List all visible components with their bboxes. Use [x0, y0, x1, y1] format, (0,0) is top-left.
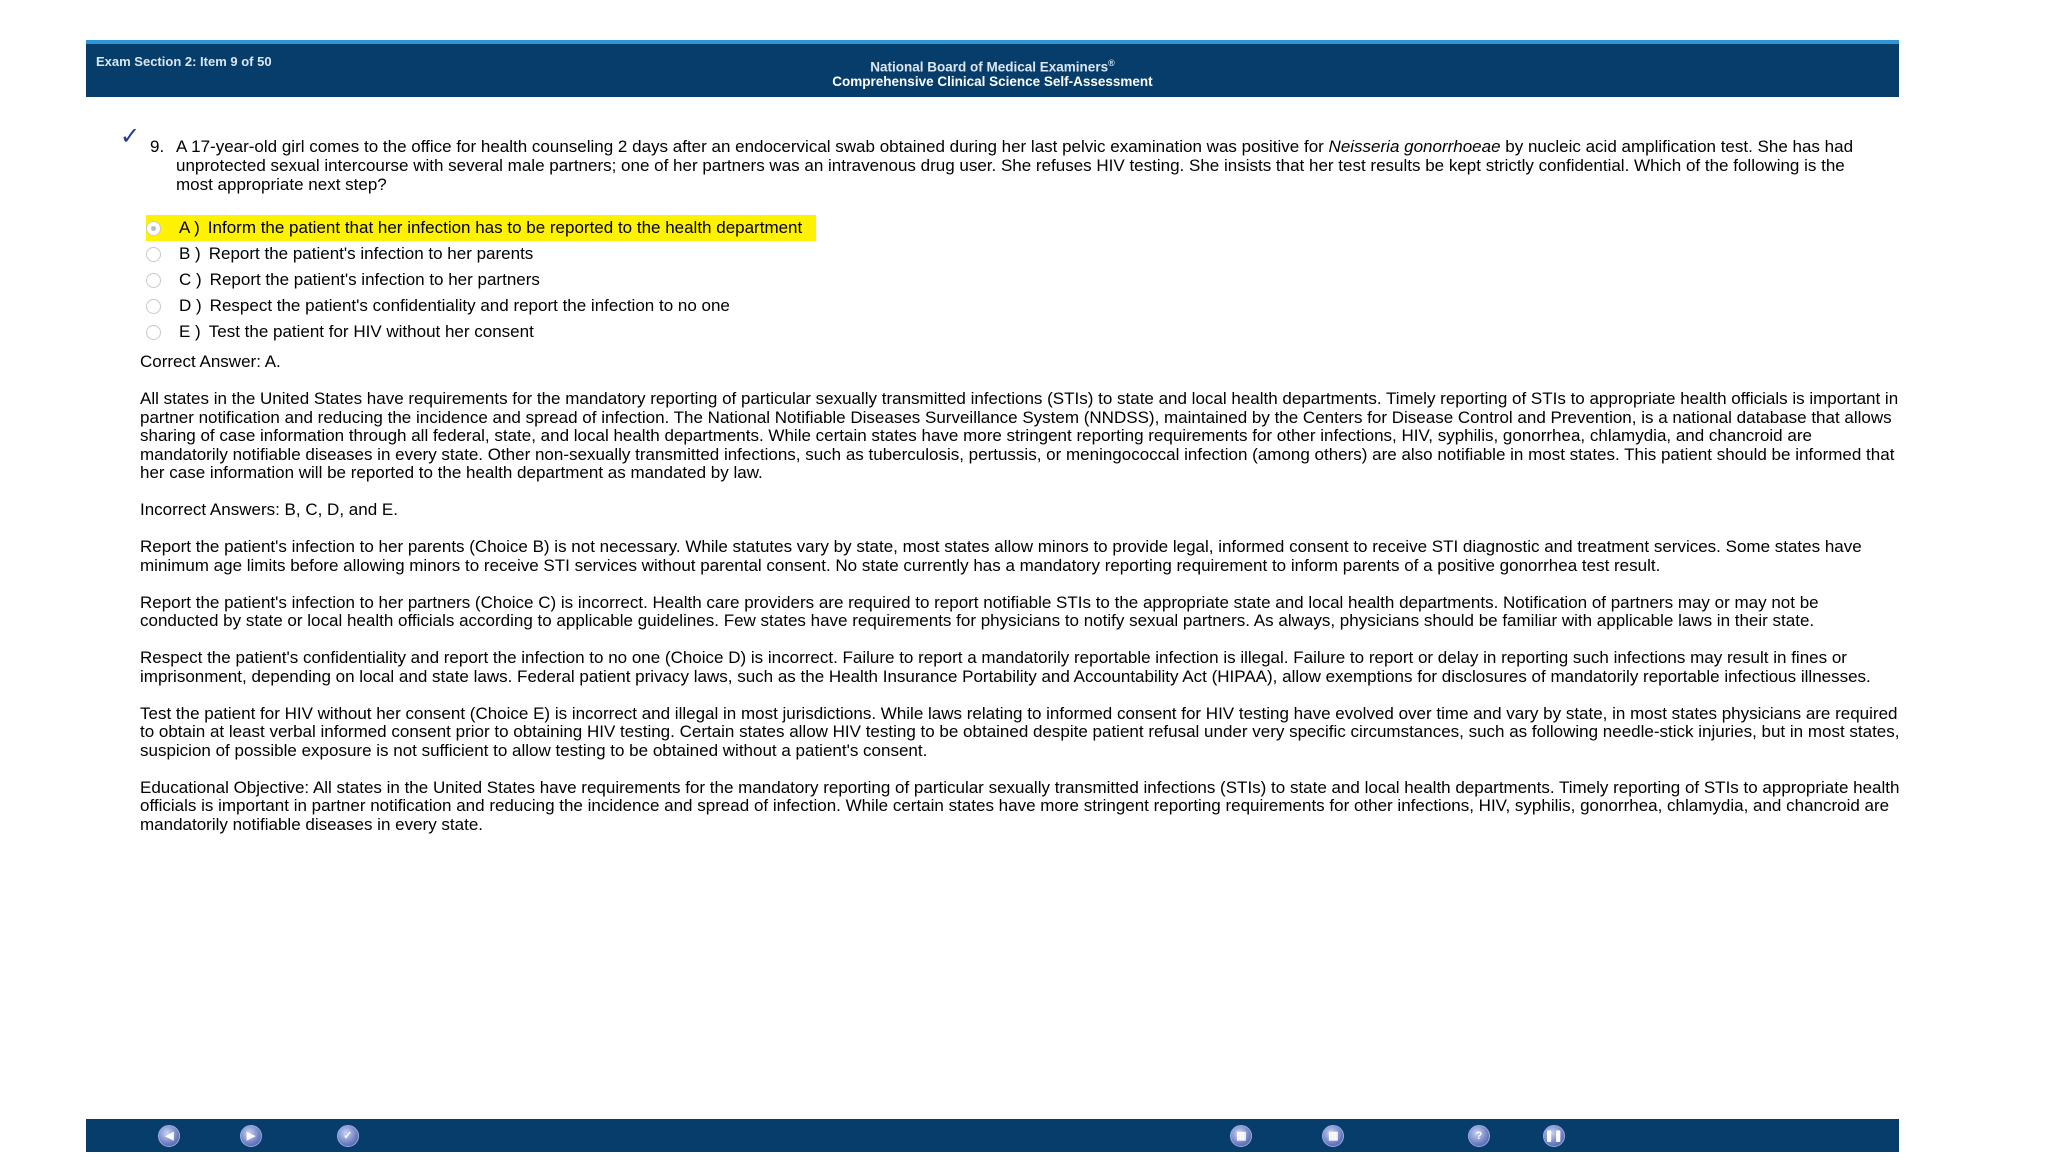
- calculator-icon: ▦: [1322, 1125, 1344, 1147]
- exam-header: [86, 40, 1899, 97]
- pause-label: Pause: [1536, 1150, 1572, 1164]
- lab-values-label: Lab Values: [1210, 1150, 1273, 1164]
- previous-label: Previous: [144, 1150, 195, 1164]
- option-b[interactable]: [146, 241, 816, 267]
- calculator-label: Calculator: [1304, 1150, 1363, 1164]
- lab-values-icon: ▦: [1230, 1125, 1252, 1147]
- assessment-name: Comprehensive Clinical Science Self-Assessment: [832, 73, 1153, 89]
- incorrect-answers: Incorrect Answers: B, C, D, and E.: [140, 500, 398, 519]
- radio-c-icon[interactable]: [146, 273, 161, 288]
- pause-button[interactable]: [1536, 1125, 1571, 1164]
- exam-toolbar: [86, 1119, 1899, 1164]
- organism-name: Neisseria gonorrhoeae: [1328, 137, 1501, 156]
- explanation-choice-e: Test the patient for HIV without her consent (Choice E) is incorrect and illegal in most jurisdictions. While laws relating to informed consent for HIV testing have evolved over time and vary by state, in most states physicians are required to obtain at least verbal informed consent prior to obtaining HIV testing. Certain states allow HIV testing to be obtained despite patient refusal under very specific circumstances, such as following needle-stick injuries, but in most states, suspicion of possible exposure is not sufficient to allow testing to be obtained without a patient's consent.: [140, 703, 1900, 760]
- answer-explanation: [140, 353, 1900, 853]
- help-button[interactable]: [1466, 1125, 1492, 1164]
- answered-check-icon: ✓: [120, 123, 141, 150]
- registered-mark: ®: [1108, 58, 1115, 68]
- next-button[interactable]: [238, 1125, 264, 1164]
- question-stem: [176, 137, 1876, 194]
- exam-title: [86, 56, 1899, 89]
- score-report-button[interactable]: [310, 1125, 385, 1164]
- checkmark-icon: ✓: [337, 1125, 359, 1147]
- stem-text-part2: by nucleic acid amplification test. She has had unprotected sexual intercourse with several male partners; one of her partners was an intravenous drug user. She refuses HIV testing. She insists that her test results be kept strictly confidential. Which of the following is the most appropriate next step?: [176, 137, 1854, 194]
- board-name: National Board of Medical Examiners: [870, 59, 1109, 75]
- answer-options: [146, 215, 816, 345]
- calculator-button[interactable]: [1304, 1125, 1363, 1164]
- help-label: Help: [1466, 1150, 1493, 1164]
- radio-b-icon[interactable]: [146, 247, 161, 262]
- option-text: Report the patient's infection to her parents: [208, 244, 534, 263]
- option-text: Test the patient for HIV without her consent: [208, 322, 534, 341]
- explanation-paragraph: All states in the United States have requirements for the mandatory reporting of particular sexually transmitted infections (STIs) to state and local health departments. Timely reporting of STIs to appropriate health officials is important in partner notification and reducing the incidence and spread of infection. The National Notifiable Diseases Surveillance System (NNDSS), maintained by the Centers for Disease Control and Prevention, is a national database that allows sharing of case information through all federal, state, and local health departments. While certain states have more stringent reporting requirements for other infections, HIV, syphilis, gonorrhea, chlamydia, and chancroid are mandatorily notifiable diseases in every state. Other non-sexually transmitted infections, such as tuberculosis, pertussis, or meningococcal infection (among others) are also notifiable in most states. This patient should be informed that her case information will be reported to the health department as mandated by law.: [140, 389, 1899, 482]
- option-letter: B ): [179, 244, 201, 263]
- pause-icon: ❚❚: [1543, 1125, 1565, 1147]
- explanation-choice-b: Report the patient's infection to her parents (Choice B) is not necessary. While statutes vary by state, most states allow minors to provide legal, informed consent to receive STI diagnostic and treatment services. Some states have minimum age limits before allowing minors to receive STI services without parental consent. No state currently has a mandatory reporting requirement to inform parents of a positive gonorrhea test result.: [140, 537, 1862, 575]
- radio-d-icon[interactable]: [146, 299, 161, 314]
- option-d[interactable]: [146, 293, 816, 319]
- option-letter: E ): [179, 322, 201, 341]
- option-letter: D ): [179, 296, 202, 315]
- radio-e-icon[interactable]: [146, 325, 161, 340]
- correct-answer: Correct Answer: A.: [140, 352, 281, 371]
- explanation-choice-c: Report the patient's infection to her partners (Choice C) is incorrect. Health care providers are required to report notifiable STIs to the appropriate state and local health departments. Notification of partners may or may not be conducted by state or local health officials according to applicable guidelines. Few states have requirements for physicians to notify sexual partners. As always, physicians should be familiar with applicable laws in their state.: [140, 592, 1819, 630]
- next-label: Next: [238, 1150, 265, 1164]
- option-text: Report the patient's infection to her partners: [209, 270, 540, 289]
- question-number: 9.: [150, 137, 165, 156]
- option-a[interactable]: [146, 215, 816, 241]
- score-report-label: Score Report: [310, 1150, 386, 1164]
- previous-arrow-icon: ◀: [158, 1125, 180, 1147]
- option-c[interactable]: [146, 267, 816, 293]
- option-letter: A ): [179, 218, 200, 237]
- radio-a-icon[interactable]: [146, 221, 161, 236]
- option-letter: C ): [179, 270, 202, 289]
- stem-text-part1: A 17-year-old girl comes to the office for health counseling 2 days after an endocervical swab obtained during her last pelvic examination was positive for: [176, 137, 1329, 156]
- educational-objective: Educational Objective: All states in the United States have requirements for the mandatory reporting of particular sexually transmitted infections (STIs) to state and local health departments. Timely reporting of STIs to appropriate health officials is important in partner notification and reducing the incidence and spread of infection. While certain states have more stringent reporting requirements for other infections, HIV, syphilis, gonorrhea, chlamydia, and chancroid are mandatorily notifiable diseases in every state.: [140, 777, 1900, 834]
- option-e[interactable]: [146, 319, 816, 345]
- next-arrow-icon: ▶: [240, 1125, 262, 1147]
- item-counter: Exam Section 2: Item 9 of 50: [96, 54, 272, 69]
- lab-values-button[interactable]: [1210, 1125, 1273, 1164]
- option-text: Inform the patient that her infection has to be reported to the health department: [207, 218, 803, 237]
- explanation-choice-d: Respect the patient's confidentiality and report the infection to no one (Choice D) is incorrect. Failure to report a mandatorily reportable infection is illegal. Failure to report or delay in reporting such infections may result in fines or imprisonment, depending on local and state laws. Federal patient privacy laws, such as the Health Insurance Portability and Accountability Act (HIPAA), allow exemptions for disclosures of mandatorily reportable infectious illnesses.: [140, 648, 1871, 686]
- previous-button[interactable]: [144, 1125, 195, 1164]
- option-text: Respect the patient's confidentiality and report the infection to no one: [209, 296, 730, 315]
- help-icon: ?: [1468, 1125, 1490, 1147]
